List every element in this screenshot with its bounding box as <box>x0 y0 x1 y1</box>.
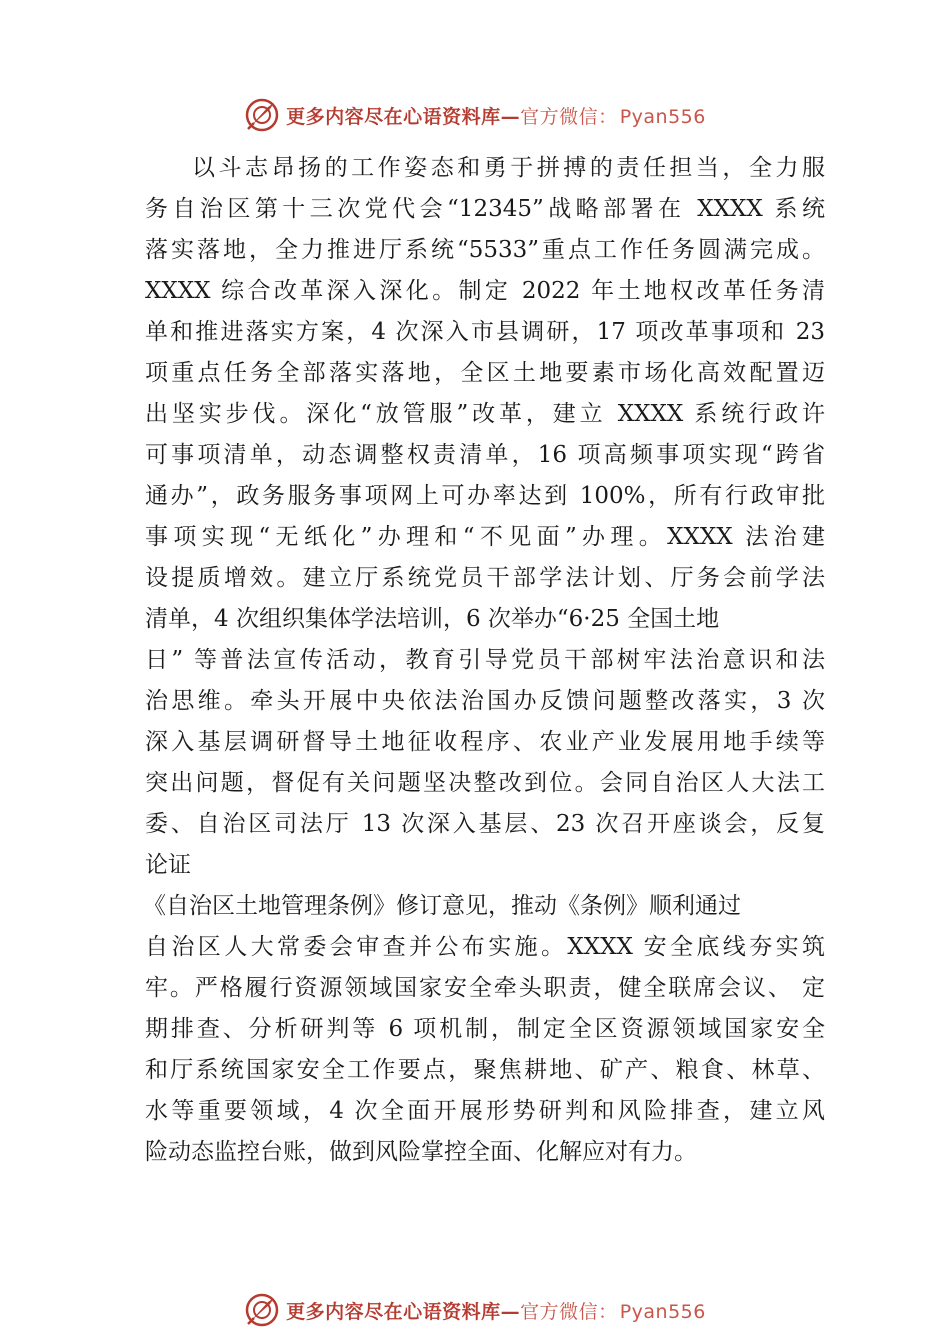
banner-wechat-id: Pyan556 <box>619 105 706 128</box>
text-line: 设提质增效。建立厅系统党员干部学法计划、厅务会前学法 <box>145 565 825 591</box>
banner-dash: — <box>500 1300 521 1323</box>
text-line: 和厅系统国家安全工作要点，聚焦耕地、矿产、粮食、林草、 <box>145 1057 825 1083</box>
text-line: 自治区人大常委会审查并公布实施。XXXX 安全底线夯实筑 <box>145 934 825 960</box>
document-body <box>145 148 825 1173</box>
header-banner <box>0 95 950 135</box>
banner-text <box>286 1297 706 1324</box>
text-line: XXXX 综合改革深入深化。制定 2022 年土地权改革任务清 <box>145 278 825 304</box>
banner-site-name: 更多内容尽在心语资料库 <box>286 105 501 128</box>
banner-site-name: 更多内容尽在心语资料库 <box>286 1300 501 1323</box>
text-line: 委、自治区司法厅 13 次深入基层、23 次召开座谈会，反复 <box>145 811 825 837</box>
text-line: 治思维。牵头开展中央依法治国办反馈问题整改落实，3 次 <box>145 688 825 714</box>
text-line: 通办”，政务服务事项网上可办率达到 100%，所有行政审批 <box>145 483 825 509</box>
text-line: 险动态监控台账，做到风险掌控全面、化解应对有力。 <box>145 1139 697 1165</box>
text-line: 清单，4 次组织集体学法培训，6 次举办“6·25 全国土地 <box>145 606 720 632</box>
banner-dash: — <box>500 105 521 128</box>
text-line: 出坚实步伐。深化“放管服”改革，建立 XXXX 系统行政许 <box>145 401 825 427</box>
text-line: 牢。严格履行资源领域国家安全牵头职责，健全联席会议、 定 <box>145 975 825 1001</box>
quill-logo-icon <box>244 1292 280 1328</box>
banner-wechat-label: 官方微信： <box>520 1300 618 1323</box>
footer-banner <box>0 1290 950 1330</box>
text-line: 可事项清单，动态调整权责清单，16 项高频事项实现“跨省 <box>145 442 825 468</box>
text-line: 水等重要领域，4 次全面开展形势研判和风险排查，建立风 <box>145 1098 825 1124</box>
text-line: 深入基层调研督导土地征收程序、农业产业发展用地手续等 <box>145 729 825 755</box>
text-line: 项重点任务全部落实落地，全区土地要素市场化高效配置迈 <box>145 360 825 386</box>
text-line: 务自治区第十三次党代会“12345”战略部署在 XXXX 系统 <box>145 196 825 222</box>
text-line: 期排查、分析研判等 6 项机制，制定全区资源领域国家安全 <box>145 1016 825 1042</box>
text-line: 落实落地，全力推进厅系统“5533”重点工作任务圆满完成。 <box>145 237 825 263</box>
banner-wechat-id: Pyan556 <box>619 1300 706 1323</box>
text-line: 事项实现“无纸化”办理和“不见面”办理。XXXX 法治建 <box>145 524 825 550</box>
text-line: 单和推进落实方案，4 次深入市县调研，17 项改革事项和 23 <box>145 319 825 345</box>
banner-text <box>286 102 706 129</box>
banner-wechat-label: 官方微信： <box>520 105 618 128</box>
text-line: 论证 <box>145 852 191 878</box>
text-line: 《自治区土地管理条例》修订意见，推动《条例》顺利通过 <box>143 893 741 919</box>
text-line: 日” 等普法宣传活动，教育引导党员干部树牢法治意识和法 <box>145 647 825 673</box>
text-line: 以斗志昂扬的工作姿态和勇于拼搏的责任担当，全力服 <box>192 155 825 181</box>
quill-logo-icon <box>244 97 280 133</box>
text-line: 突出问题，督促有关问题坚决整改到位。会同自治区人大法工 <box>145 770 825 796</box>
